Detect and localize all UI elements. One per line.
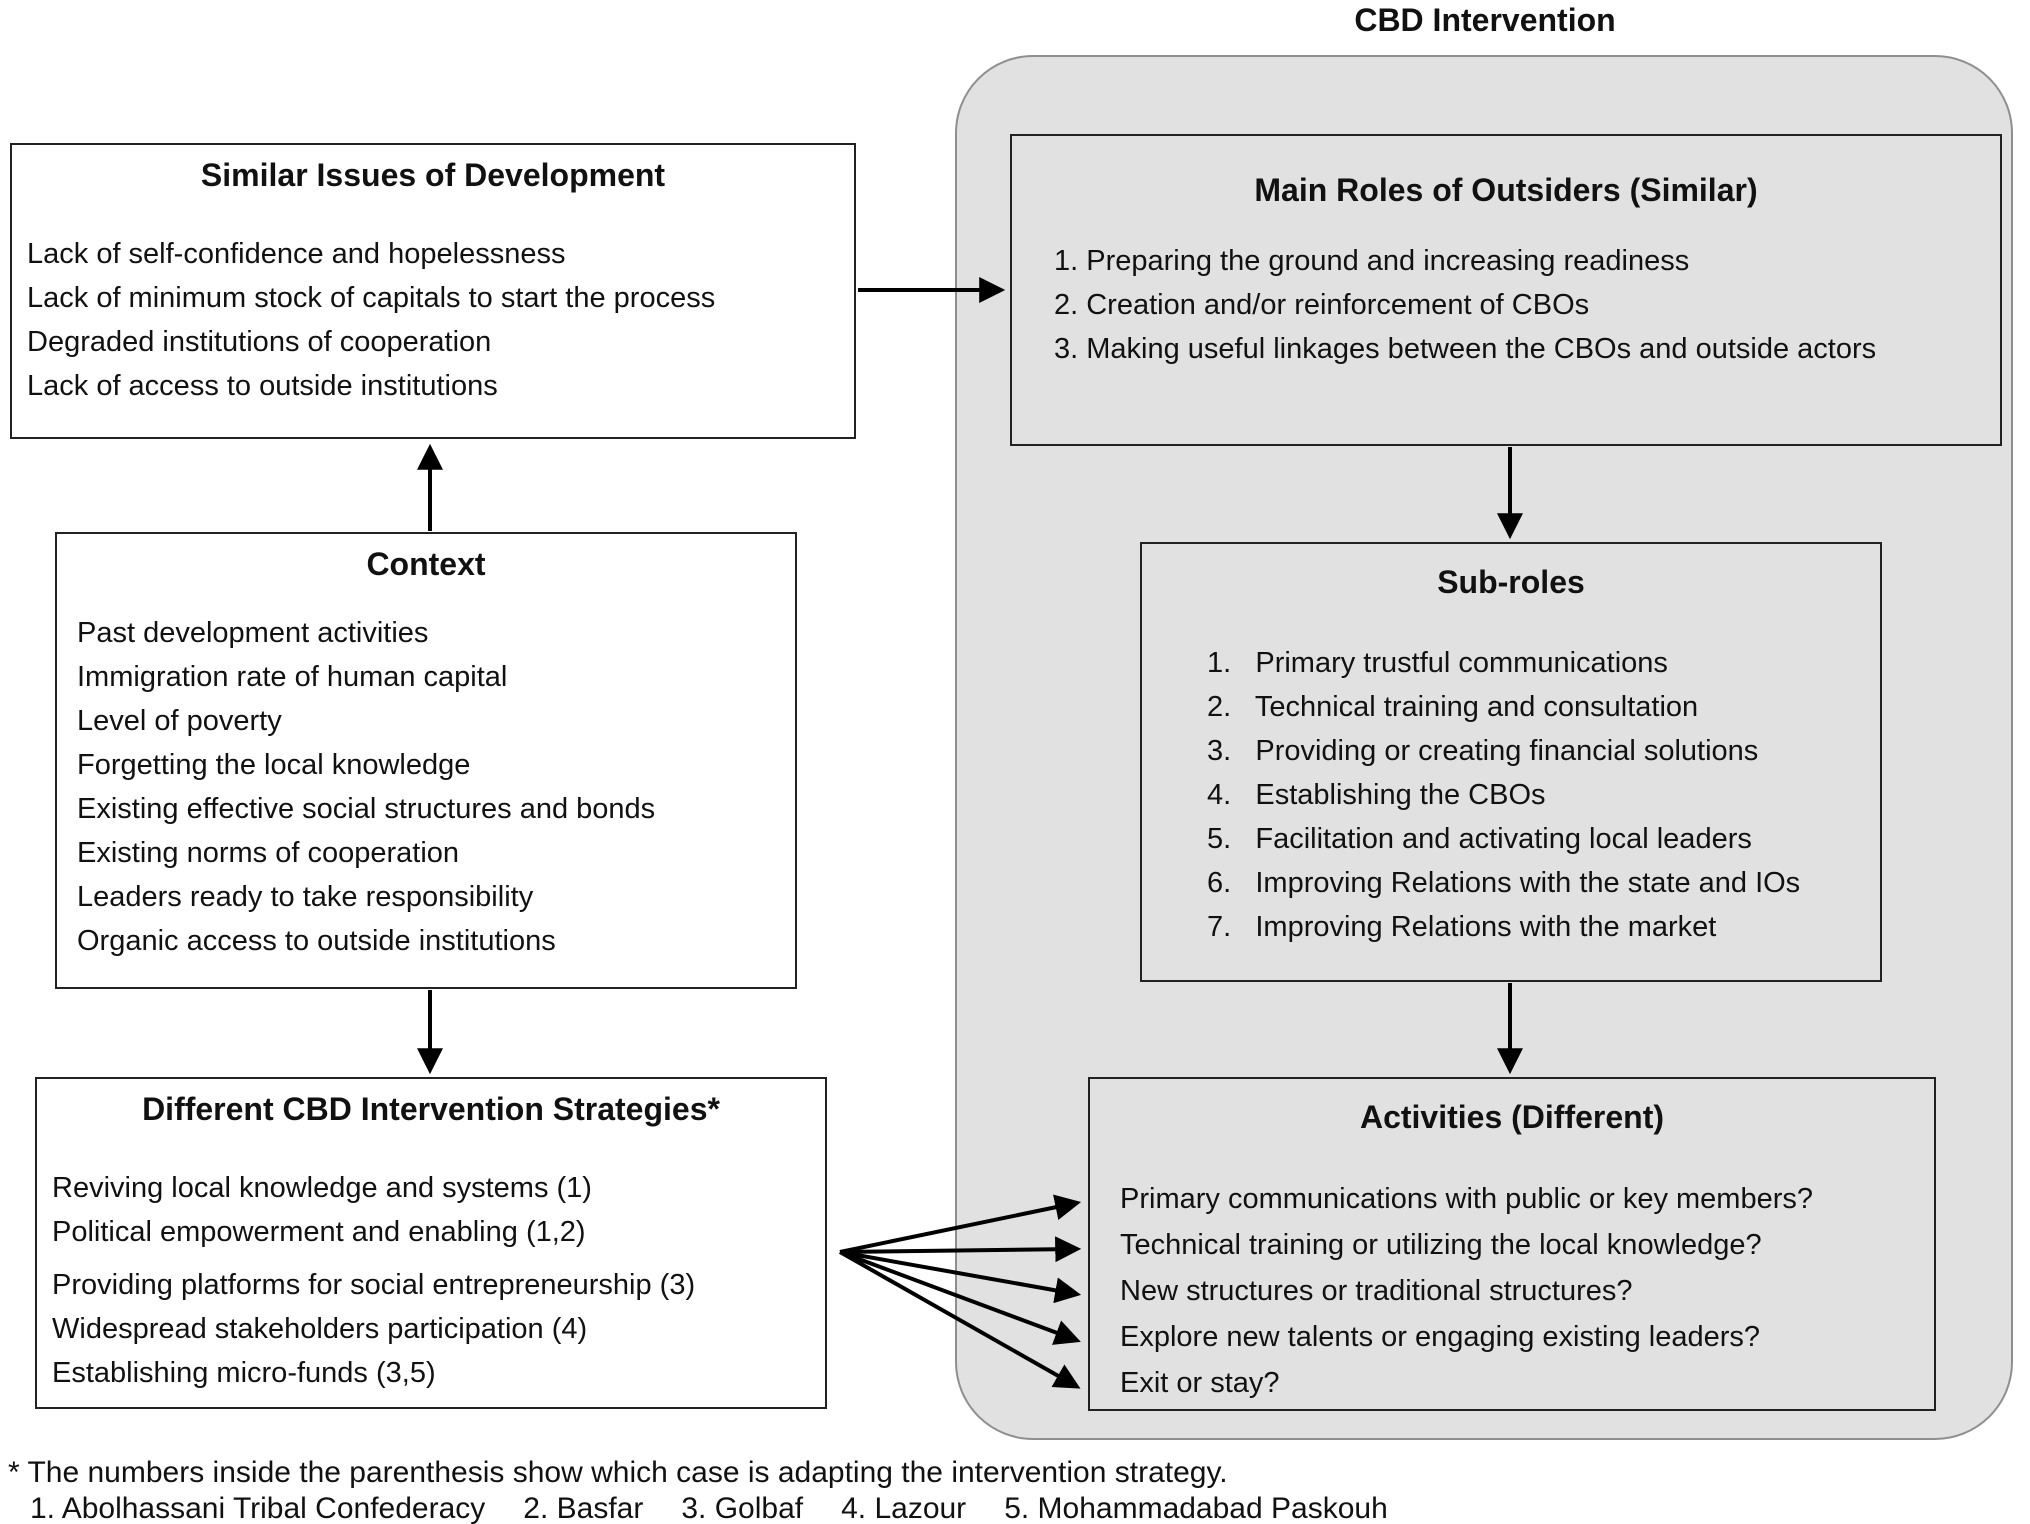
case-item: 3. Golbaf — [681, 1492, 804, 1524]
sub-roles-list — [1142, 641, 1880, 949]
box-main-roles — [1010, 134, 2002, 446]
context-item: Immigration rate of human capital — [77, 661, 508, 693]
activity-item: Technical training or utilizing the local knowledge? — [1120, 1229, 1762, 1261]
box-title-sub-roles: Sub-roles — [1437, 564, 1585, 600]
box-context — [55, 532, 797, 989]
sub-role-item: 2. Technical training and consultation — [1207, 691, 1699, 723]
activity-item: Primary communications with public or key members? — [1120, 1183, 1813, 1215]
case-item: 1. Abolhassani Tribal Confederacy — [30, 1492, 486, 1524]
activity-item: Explore new talents or engaging existing leaders? — [1120, 1321, 1761, 1353]
strategy-item: Widespread stakeholders participation (4) — [52, 1313, 588, 1345]
main-role-item: 3. Making useful linkages between the CBOs and outside actors — [1054, 333, 1877, 365]
context-item: Organic access to outside institutions — [77, 925, 556, 957]
sub-role-item: 4. Establishing the CBOs — [1207, 779, 1546, 811]
box-title-main-roles: Main Roles of Outsiders (Similar) — [1254, 172, 1758, 208]
sub-role-item: 6. Improving Relations with the state and IOs — [1207, 867, 1801, 899]
strategy-item: Establishing micro-funds (3,5) — [52, 1357, 436, 1389]
context-item: Existing norms of cooperation — [77, 837, 460, 869]
context-item: Forgetting the local knowledge — [77, 749, 471, 781]
strategy-item: Reviving local knowledge and systems (1) — [52, 1172, 592, 1204]
box-title-strategies: Different CBD Intervention Strategies* — [142, 1091, 720, 1127]
sub-role-item: 7. Improving Relations with the market — [1207, 911, 1717, 943]
main-roles-list — [1012, 239, 2000, 371]
similar-issue-item: Lack of access to outside institutions — [27, 370, 498, 402]
panel-title: CBD Intervention — [1354, 2, 1616, 38]
context-item: Past development activities — [77, 617, 429, 649]
sub-role-item: 1. Primary trustful communications — [1207, 647, 1668, 679]
main-role-item: 1. Preparing the ground and increasing readiness — [1054, 245, 1690, 277]
activities-list — [1090, 1176, 1934, 1406]
similar-issues-list — [12, 232, 854, 408]
footnote-cases — [30, 1492, 1388, 1524]
context-list — [57, 611, 795, 963]
footnote-note: * The numbers inside the parenthesis show which case is adapting the intervention strategy. — [8, 1456, 1228, 1489]
similar-issue-item: Lack of self-confidence and hopelessness — [27, 238, 566, 270]
activity-item: New structures or traditional structures? — [1120, 1275, 1633, 1307]
box-activities — [1088, 1077, 1936, 1411]
strategy-item: Providing platforms for social entrepreneurship (3) — [52, 1269, 696, 1301]
similar-issue-item: Degraded institutions of cooperation — [27, 326, 492, 358]
context-item: Leaders ready to take responsibility — [77, 881, 534, 913]
context-item: Level of poverty — [77, 705, 282, 737]
box-title-context: Context — [366, 546, 486, 582]
box-sub-roles — [1140, 542, 1882, 982]
strategies-list — [37, 1166, 825, 1395]
main-role-item: 2. Creation and/or reinforcement of CBOs — [1054, 289, 1590, 321]
similar-issue-item: Lack of minimum stock of capitals to start the process — [27, 282, 716, 314]
strategy-item: Political empowerment and enabling (1,2) — [52, 1216, 586, 1248]
activity-item: Exit or stay? — [1120, 1367, 1280, 1399]
box-strategies — [35, 1077, 827, 1409]
box-title-activities: Activities (Different) — [1359, 1099, 1665, 1135]
case-item: 5. Mohammadabad Paskouh — [1004, 1492, 1388, 1524]
case-item: 2. Basfar — [523, 1492, 644, 1524]
box-title-similar-issues: Similar Issues of Development — [200, 157, 666, 193]
box-similar-issues — [10, 143, 856, 439]
sub-role-item: 5. Facilitation and activating local leaders — [1207, 823, 1752, 855]
case-item: 4. Lazour — [841, 1492, 967, 1524]
sub-role-item: 3. Providing or creating financial solutions — [1207, 735, 1759, 767]
context-item: Existing effective social structures and bonds — [77, 793, 656, 825]
